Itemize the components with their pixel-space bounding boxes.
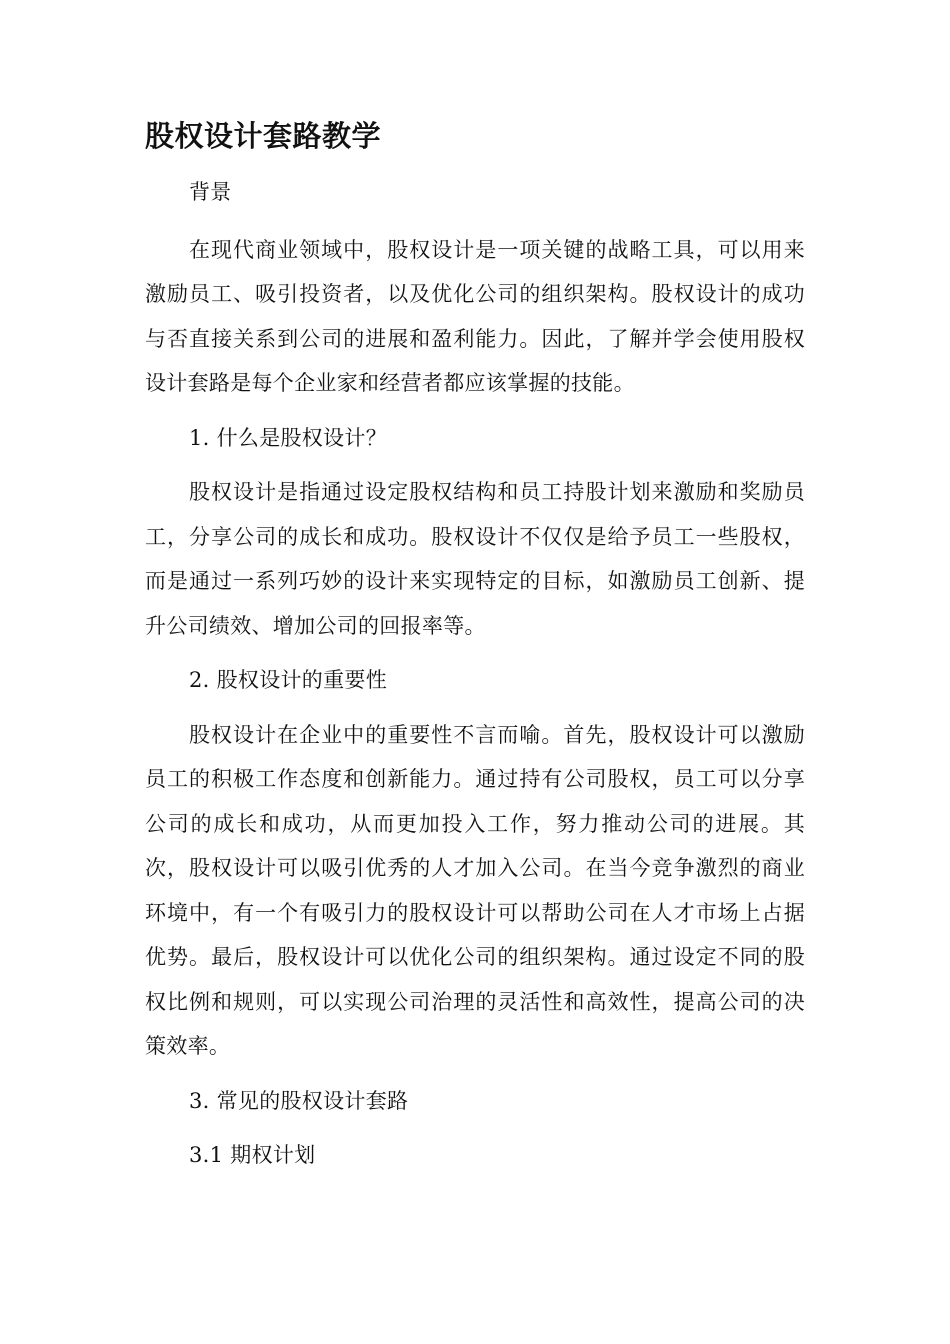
document-body xyxy=(145,112,805,1178)
paragraph-importance: 股权设计在企业中的重要性不言而喻。首先，股权设计可以激励员工的积极工作态度和创新能力。通过持有公司股权，员工可以分享公司的成长和成功，从而更加投入工作，努力推动公司的进展。其次，股权设计可以吸引优秀的人才加入公司。在当今竞争激烈的商业环境中，有一个有吸引力的股权设计可以帮助公司在人才市场上占据优势。最后，股权设计可以优化公司的组织架构。通过设定不同的股权比例和规则，可以实现公司治理的灵活性和高效性，提高公司的决策效率。 xyxy=(145,722,805,1058)
paragraph-definition: 股权设计是指通过设定股权结构和员工持股计划来激励和奖励员工，分享公司的成长和成功。股权设计不仅仅是给予员工一些股权，而是通过一系列巧妙的设计来实现特定的目标，如激励员工创新、提升公司绩效、增加公司的回报率等。 xyxy=(145,480,805,638)
paragraph-intro: 在现代商业领域中，股权设计是一项关键的战略工具，可以用来激励员工、吸引投资者，以及优化公司的组织架构。股权设计的成功与否直接关系到公司的进展和盈利能力。因此，了解并学会使用股权设计套路是每个企业家和经营者都应该掌握的技能。 xyxy=(145,237,805,395)
document-title: 股权设计套路教学 xyxy=(145,119,382,153)
subsection-heading-option-plan: 3.1 期权计划 xyxy=(189,1143,316,1167)
section-heading-importance: 2. 股权设计的重要性 xyxy=(189,668,388,692)
section-heading-background: 背景 xyxy=(189,180,232,204)
section-heading-common-routines: 3. 常见的股权设计套路 xyxy=(189,1088,409,1113)
section-heading-what-is: 1. 什么是股权设计？ xyxy=(189,425,388,450)
